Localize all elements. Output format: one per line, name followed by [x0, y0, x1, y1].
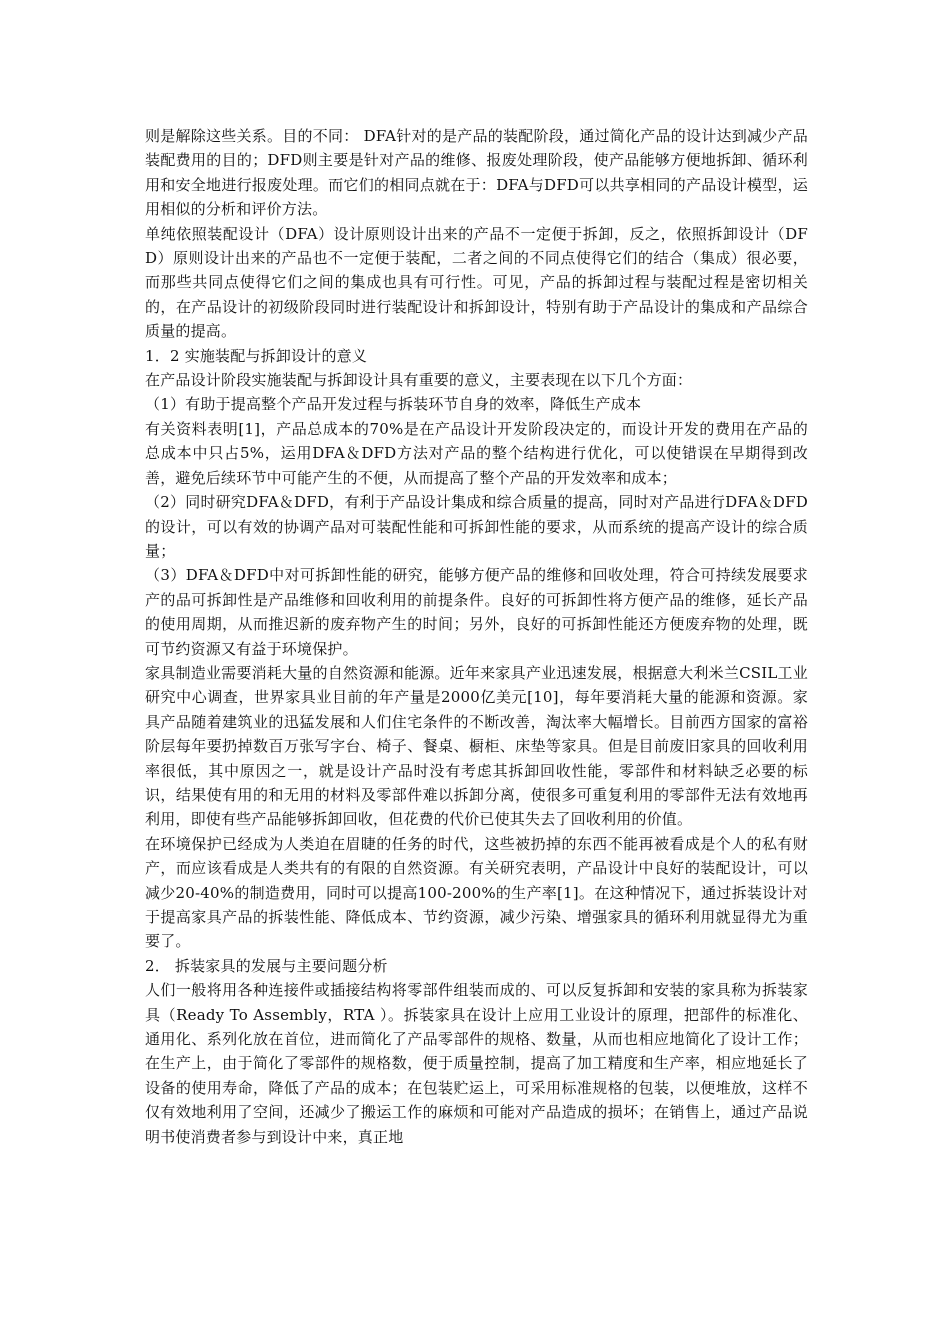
- section-heading-1-2: 1．2 实施装配与拆卸设计的意义: [145, 346, 368, 365]
- section-heading-2: 2． 拆装家具的发展与主要问题分析: [145, 956, 388, 975]
- paragraph-significance-intro: 在产品设计阶段实施装配与拆卸设计具有重要的意义，主要表现在以下几个方面：: [145, 371, 693, 390]
- paragraph-dfa-dfd-integration: 单纯依照装配设计（DFA）设计原则设计出来的产品不一定便于拆卸，反之，依照拆卸设计（DFD）原则设计出来的产品也不一定便于装配，二者之间的不同点使得它们的结合（集成）很必要，而那些共同点使得它们之间的集成也具有可行性。可见，产品的拆卸过程与装配过程是密切相关的，在产品设计的初级阶段同时进行装配设计和拆卸设计，特别有助于产品设计的集成和产品综合质量的提高。: [145, 224, 808, 341]
- paragraph-furniture-industry: 家具制造业需要消耗大量的自然资源和能源。近年来家具产业迅速发展，根据意大利米兰CSIL工业研究中心调查，世界家具业目前的年产量是2000亿美元[10]，每年要消耗大量的能源和资源。家具产品随着建筑业的迅猛发展和人们住宅条件的不断改善，淘汰率大幅增长。目前西方国家的富裕阶层每年要扔掉数百万张写字台、椅子、餐桌、橱柜、床垫等家具。但是目前废旧家具的回收利用率很低，其中原因之一，就是设计产品时没有考虑其拆卸回收性能，零部件和材料缺乏必要的标识，结果使有用的和无用的材料及零部件难以拆卸分离，使很多可重复利用的零部件无法有效地再利用，即使有些产品能够拆卸回收，但花费的代价已使其失去了回收利用的价值。: [145, 663, 808, 829]
- paragraph-rta-furniture: 人们一般将用各种连接件或插接结构将零部件组装而成的、可以反复拆卸和安装的家具称为拆装家具（Ready To Assembly，RTA ）。拆装家具在设计上应用工业设计的原理，把部件的标准化、通用化、系列化放在首位，进而简化了产品零部件的规格、数量，从而也相应地简化了设计工作；在生产上，由于简化了零部件的规格数，便于质量控制，提高了加工精度和生产率，相应地延长了设备的使用寿命，降低了产品的成本；在包装贮运上，可采用标准规格的包装，以便堆放，这样不仅有效地利用了空间，还减少了搬运工作的麻烦和可能对产品造成的损坏；在销售上，通过产品说明书使消费者参与到设计中来，真正地: [145, 981, 808, 1146]
- document-body: [145, 124, 808, 1149]
- paragraph-dfa-dfd-difference: 则是解除这些关系。目的不同： DFA针对的是产品的装配阶段，通过简化产品的设计达到减少产品装配费用的目的；DFD则主要是针对产品的维修、报废处理阶段，使产品能够方便地拆卸、循环利用和安全地进行报废处理。而它们的相同点就在于：DFA与DFD可以共享相同的产品设计模型，运用相似的分析和评价方法。: [145, 127, 808, 219]
- paragraph-cost-data: 有关资料表明[1]，产品总成本的70%是在产品设计开发阶段决定的，而设计开发的费用在产品的总成本中只占5%，运用DFA＆DFD方法对产品的整个结构进行优化，可以使错误在早期得到改善，避免后续环节中可能产生的不便，从而提高了整个产品的开发效率和成本；: [145, 419, 808, 487]
- paragraph-environmental-protection: 在环境保护已经成为人类迫在眉睫的任务的时代，这些被扔掉的东西不能再被看成是个人的私有财产，而应该看成是人类共有的有限的自然资源。有关研究表明，产品设计中良好的装配设计，可以减少20-40%的制造费用，同时可以提高100-200%的生产率[1]。在这种情况下，通过拆装设计对于提高家具产品的拆装性能、降低成本、节约资源，减少污染、增强家具的循环利用就显得尤为重要了。: [145, 834, 808, 951]
- list-item-1-title: （1）有助于提高整个产品开发过程与拆装环节自身的效率，降低生产成本: [145, 395, 642, 414]
- list-item-2: （2）同时研究DFA＆DFD，有利于产品设计集成和综合质量的提高，同时对产品进行DFA＆DFD的设计，可以有效的协调产品对可装配性能和可拆卸性能的要求，从而系统的提高产设计的综合质量；: [145, 493, 808, 560]
- list-item-3: （3）DFA＆DFD中对可拆卸性能的研究，能够方便产品的维修和回收处理，符合可持续发展要求产的品可拆卸性是产品维修和回收利用的前提条件。良好的可拆卸性将方便产品的维修，延长产品的使用周期，从而推迟新的废弃物产生的时间；另外，良好的可拆卸性能还方便废弃物的处理，既可节约资源又有益于环境保护。: [145, 566, 808, 658]
